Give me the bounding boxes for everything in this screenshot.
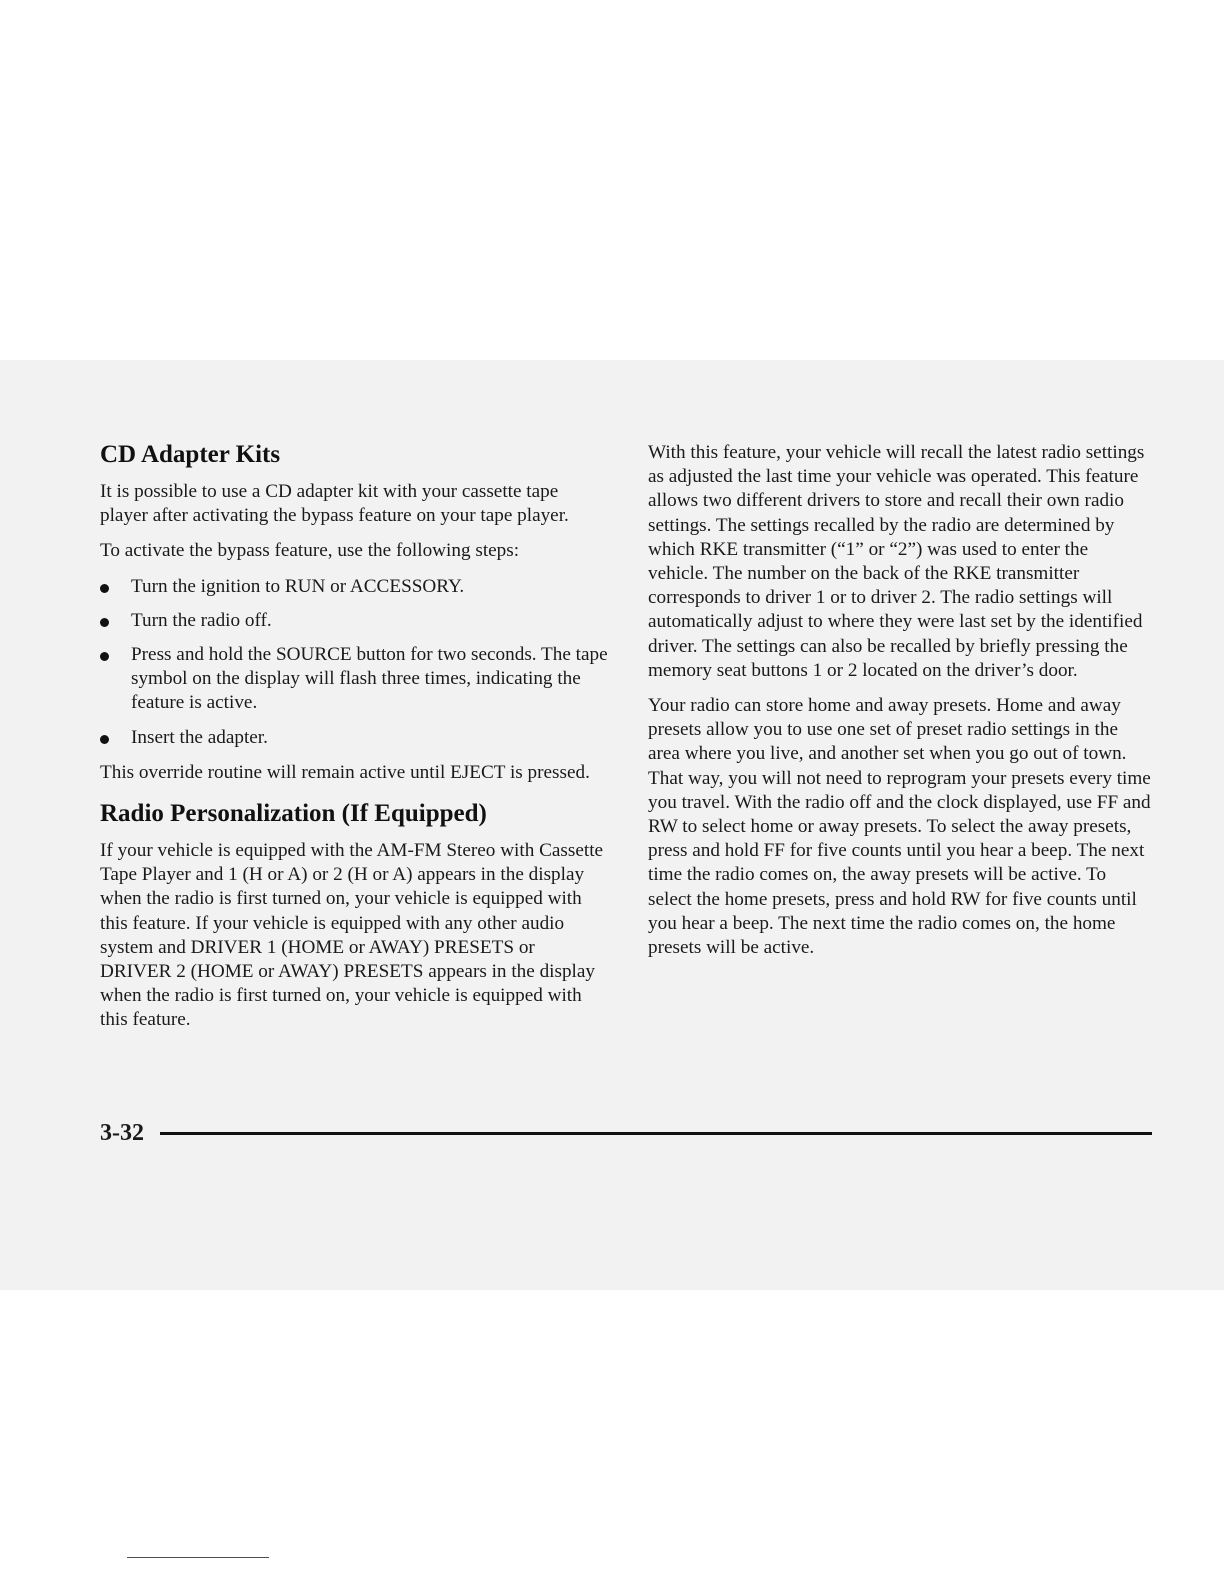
list-item [100,643,610,716]
cd-steps-intro: To activate the bypass feature, use the following steps: [100,540,520,562]
bottom-link-underline [127,1557,269,1558]
cd-intro-paragraph: It is possible to use a CD adapter kit with your cassette tape player after activating the bypass feature on your tape player. [100,481,569,527]
page-footer [100,1118,1152,1148]
list-item [100,609,610,633]
radio-paragraph-2: With this feature, your vehicle will recall the latest radio settings as adjusted the last time your vehicle was operated. This feature allows two different drivers to store and recall their own radio settings. The settings recalled by the radio are determined by which RKE transmitter (“1” or “2”) was used to enter the vehicle. The number on the back of the RKE transmitter corresponds to driver 1 or to driver 2. The radio settings will automatically adjust to where they were last set by the identified driver. The settings can also be recalled by briefly pressing the memory seat buttons 1 or 2 located on the driver’s door. [648,442,1145,681]
bullet-icon [100,584,109,593]
step-text: Press and hold the SOURCE button for two seconds. The tape symbol on the display will flash three times, indicating the feature is active. [131,644,608,714]
radio-personalization-heading: Radio Personalization (If Equipped) [100,800,487,828]
step-text: Turn the radio off. [131,609,272,631]
right-column [648,441,1153,971]
left-column [100,440,610,1044]
list-item [100,575,610,599]
bullet-icon [100,735,109,744]
bypass-steps-list [100,575,610,750]
step-text: Turn the ignition to RUN or ACCESSORY. [131,575,465,597]
page-number: 3-32 [100,1120,144,1146]
bullet-icon [100,618,109,627]
cd-adapter-kits-heading: CD Adapter Kits [100,441,281,468]
footer-rule [160,1132,1152,1135]
radio-paragraph-3: Your radio can store home and away presets. Home and away presets allow you to use one set of preset radio settings in the area where you live, and another set when you go out of town. That way, you will not need to reprogram your presets every time you travel. With the radio off and the clock displayed, use FF and RW to select home or away presets. To select the away presets, press and hold FF for five counts until you hear a beep. The next time the radio comes on, the away presets will be active. To select the home presets, press and hold RW for five counts until you hear a beep. The next time the radio comes on, the home presets will be active. [648,695,1151,959]
step-text: Insert the adapter. [131,726,268,748]
list-item [100,726,610,750]
radio-paragraph-1: If your vehicle is equipped with the AM-FM Stereo with Cassette Tape Player and 1 (H or A) or 2 (H or A) appears in the display when the radio is first turned on, your vehicle is equipped with this feature. If your vehicle is equipped with any other audio system and DRIVER 1 (HOME or AWAY) PRESETS or DRIVER 2 (HOME or AWAY) PRESETS appears in the display when the radio is first turned on, your vehicle is equipped with this feature. [100,840,604,1031]
cd-override-paragraph: This override routine will remain active until EJECT is pressed. [100,761,590,783]
bullet-icon [100,652,109,661]
